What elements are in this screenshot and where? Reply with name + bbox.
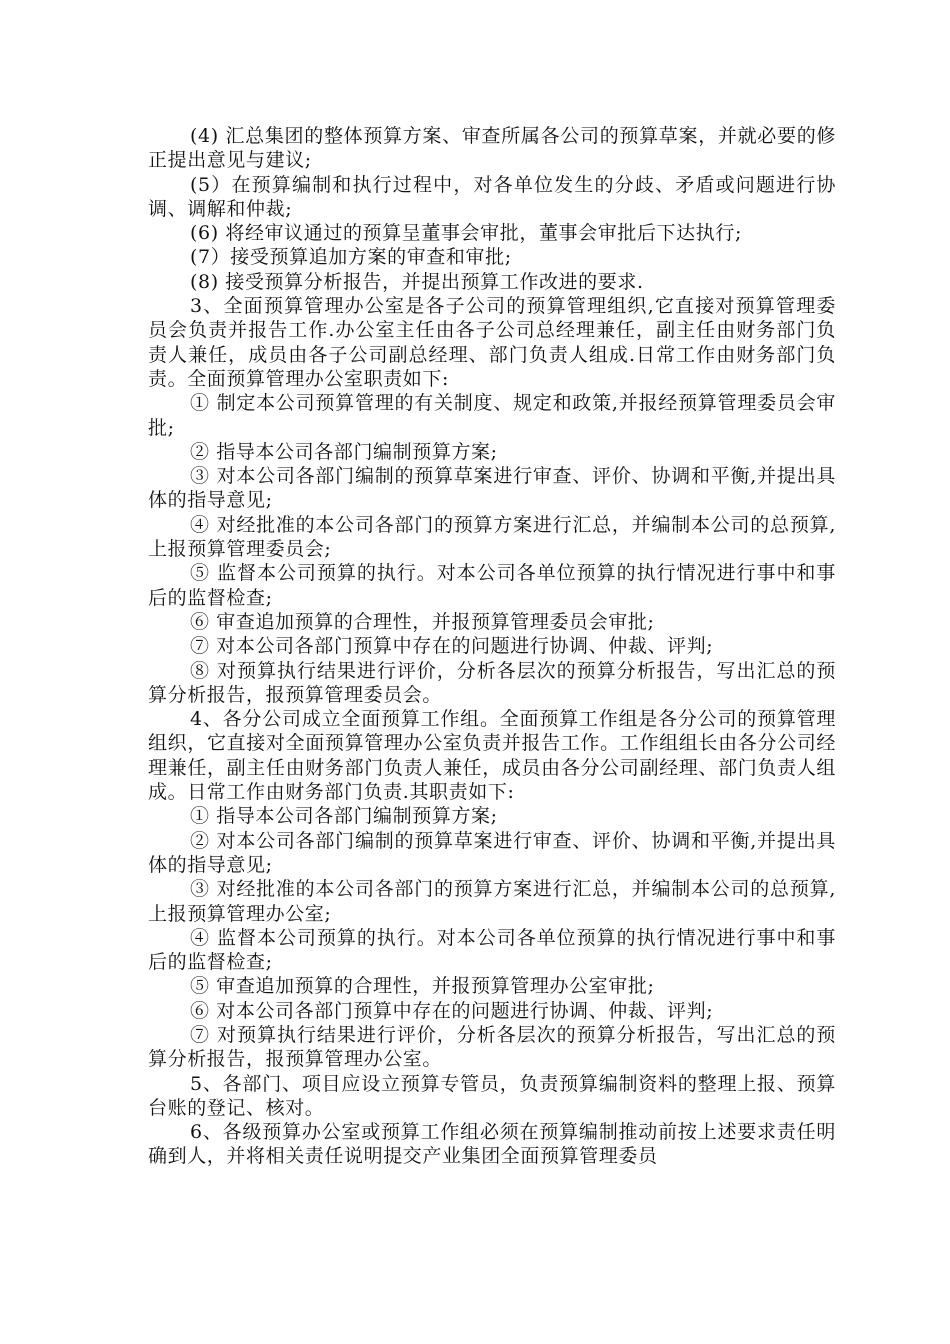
paragraph-office-duty-7: ⑦ 对本公司各部门预算中存在的问题进行协调、仲裁、评判;: [190, 635, 714, 658]
paragraph-group-duty-5: ⑤ 审查追加预算的合理性，并报预算管理办公室审批;: [190, 975, 655, 998]
paragraph-section-4: 4、各分公司成立全面预算工作组。全面预算工作组是各分公司的预算管理组织，它直接对全面预算管理办公室负责并报告工作。工作组组长由各分公司经理兼任，副主任由财务部门负责人兼任，成员由各分公司副经理、部门负责人组成。日常工作由财务部门负责.其职责如下:: [148, 708, 836, 804]
paragraph-group-duty-7: ⑦ 对预算执行结果进行评价，分析各层次的预算分析报告，写出汇总的预算分析报告，报预算管理办公室。: [148, 1023, 836, 1071]
paragraph-item-5: (5）在预算编制和执行过程中，对各单位发生的分歧、矛盾或问题进行协调、调解和仲裁;: [148, 173, 836, 220]
paragraph-group-duty-1: ① 指导本公司各部门编制预算方案;: [190, 805, 498, 828]
paragraph-section-6: 6、各级预算办公室或预算工作组必须在预算编制推动前按上述要求责任明确到人，并将相关责任说明提交产业集团全面预算管理委员: [148, 1121, 836, 1168]
paragraph-office-duty-4: ④ 对经批准的本公司各部门的预算方案进行汇总，并编制本公司的总预算,上报预算管理委员会;: [148, 513, 836, 561]
paragraph-office-duty-3: ③ 对本公司各部门编制的预算草案进行审查、评价、协调和平衡,并提出具体的指导意见;: [148, 465, 836, 512]
paragraph-item-7: (7）接受预算追加方案的审查和审批;: [190, 246, 512, 269]
document-body: [148, 124, 836, 1169]
paragraph-office-duty-6: ⑥ 审查追加预算的合理性，并报预算管理委员会审批;: [190, 610, 655, 633]
paragraph-section-3: 3、全面预算管理办公室是各子公司的预算管理组织,它直接对预算管理委员会负责并报告工作.办公室主任由各子公司总经理兼任，副主任由财务部门负责人兼任，成员由各子公司副总经理、部门负责人组成.日常工作由财务部门负责。全面预算管理办公室职责如下:: [148, 295, 836, 390]
paragraph-item-4: (4) 汇总集团的整体预算方案、审查所属各公司的预算草案，并就必要的修正提出意见与建议;: [148, 125, 836, 172]
paragraph-section-5: 5、各部门、项目应设立预算专管员，负责预算编制资料的整理上报、预算台账的登记、核对。: [148, 1072, 836, 1119]
paragraph-item-6: (6) 将经审议通过的预算呈董事会审批，董事会审批后下达执行;: [190, 222, 742, 245]
paragraph-office-duty-1: ① 制定本公司预算管理的有关制度、规定和政策,并报经预算管理委员会审批;: [148, 392, 836, 439]
paragraph-item-8: (8) 接受预算分析报告，并提出预算工作改进的要求.: [190, 270, 644, 293]
paragraph-group-duty-4: ④ 监督本公司预算的执行。对本公司各单位预算的执行情况进行事中和事后的监督检查;: [148, 926, 836, 974]
paragraph-group-duty-3: ③ 对经批准的本公司各部门的预算方案进行汇总，并编制本公司的总预算,上报预算管理办公室;: [148, 878, 836, 925]
paragraph-group-duty-2: ② 对本公司各部门编制的预算草案进行审查、评价、协调和平衡,并提出具体的指导意见;: [148, 829, 836, 876]
paragraph-office-duty-2: ② 指导本公司各部门编制预算方案;: [190, 440, 498, 463]
paragraph-office-duty-5: ⑤ 监督本公司预算的执行。对本公司各单位预算的执行情况进行事中和事后的监督检查;: [148, 562, 836, 609]
paragraph-group-duty-6: ⑥ 对本公司各部门预算中存在的问题进行协调、仲裁、评判;: [190, 999, 714, 1022]
paragraph-office-duty-8: ⑧ 对预算执行结果进行评价，分析各层次的预算分析报告，写出汇总的预算分析报告，报预算管理委员会。: [148, 659, 836, 706]
